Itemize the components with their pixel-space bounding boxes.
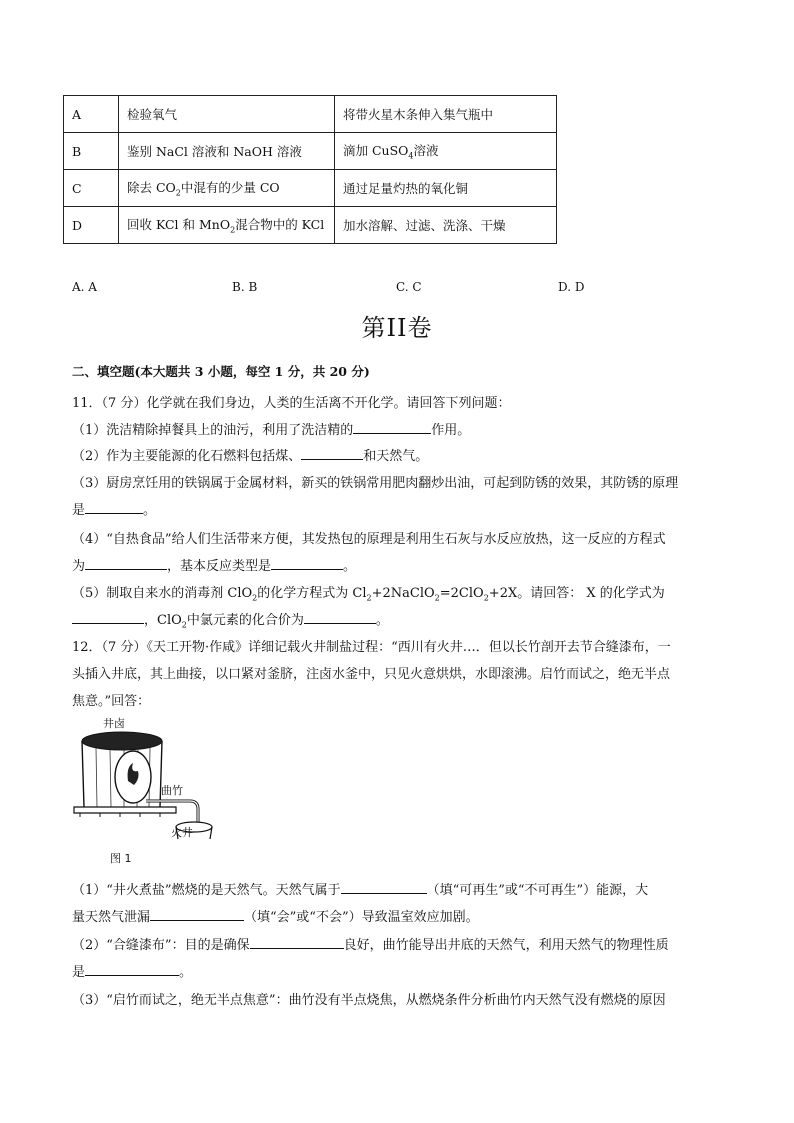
q12-part1: （1）“井火煮盐”燃烧的是天然气。天然气属于 （填“可再生”或“不可再生”）能源，大 — [72, 883, 649, 898]
row-letter: B — [64, 133, 119, 170]
row-method: 滴加 CuSO$_4$溶液 — [335, 133, 557, 170]
fire-well-figure — [70, 715, 230, 865]
q12-intro-line2: 头插入井底，其上曲接，以口紧对釜脐，注卤水釜中，只见火意烘烘，水即滚沸。启竹而试之，绝无半点 — [72, 667, 671, 682]
answer-blank[interactable] — [72, 611, 144, 624]
row-purpose: 除去 $CO_2$中混有的少量 CO — [119, 170, 335, 207]
q12-part2: （2）“合缝漆布”：目的是确保 良好，曲竹能导出井底的天然气，利用天然气的物理性质 — [72, 938, 669, 953]
answer-blank[interactable] — [301, 447, 363, 460]
table-row — [64, 133, 557, 170]
choice-c[interactable]: C. C — [396, 280, 422, 294]
q11-part4-cont: 为 ，基本反应类型是 。 — [72, 559, 357, 574]
options-table — [63, 95, 557, 244]
row-letter: D — [64, 207, 119, 244]
q12-part3: （3）“启竹而试之，绝无半点焦意”：曲竹没有半点烧焦，从燃烧条件分析曲竹内天然气没有燃烧的原因 — [72, 993, 666, 1008]
q12-part2-cont: 是 。 — [72, 965, 193, 980]
row-purpose: 回收 KCl 和 MnO$_2$混合物中的 KCl — [119, 207, 335, 244]
row-purpose: 鉴别 NaCl 溶液和 NaOH 溶液 — [119, 133, 335, 170]
q11-part2: （2）作为主要能源的化石燃料包括煤、 和天然气。 — [72, 449, 429, 464]
figure-label-fire-well: 火井 — [171, 826, 193, 839]
table-row — [64, 170, 557, 207]
row-method: 通过足量灼热的氧化铜 — [335, 170, 557, 207]
answer-blank[interactable] — [341, 881, 427, 894]
q12-intro-line3: 焦意。”回答： — [72, 694, 151, 709]
answer-blank[interactable] — [150, 908, 244, 921]
fire-well-illustration — [70, 715, 230, 865]
q11-part3-cont: 是 。 — [72, 503, 157, 518]
q11-part3: （3）厨房烹饪用的铁锅属于金属材料，新买的铁锅常用肥肉翻炒出油，可起到防锈的效果，其防锈的原理 — [72, 476, 679, 491]
row-letter: C — [64, 170, 119, 207]
answer-blank[interactable] — [271, 557, 343, 570]
q11-intro: 11．（7 分）化学就在我们身边，人类的生活离不开化学。请回答下列问题： — [72, 396, 511, 411]
row-purpose: 检验氧气 — [119, 96, 335, 133]
q11-part1: （1）洗洁精除掉餐具上的油污，利用了洗洁精的 作用。 — [72, 423, 471, 438]
row-method: 将带火星木条伸入集气瓶中 — [335, 96, 557, 133]
choice-a[interactable]: A. A — [72, 280, 97, 294]
row-method: 加水溶解、过滤、洗涤、干燥 — [335, 207, 557, 244]
q11-part5: （5）制取自来水的消毒剂 ClO$_2$的化学方程式为 $Cl_2+2NaClO_2=2ClO_2+2X$。请回答： X 的化学式为 — [72, 586, 665, 603]
q12-part1-cont: 量天然气泄漏 （填“会”或“不会”）导致温室效应加剧。 — [72, 910, 479, 925]
section-heading: 二、填空题(本大题共 3 小题，每空 1 分，共 20 分) — [72, 364, 370, 379]
answer-blank[interactable] — [304, 611, 376, 624]
table-row — [64, 96, 557, 133]
answer-blank[interactable] — [250, 936, 344, 949]
choice-d[interactable]: D. D — [558, 280, 585, 294]
q11-part4: （4）“自热食品”给人们生活带来方便，其发热包的原理是利用生石灰与水反应放热，这一反应的方程式 — [72, 532, 666, 547]
answer-blank[interactable] — [85, 963, 179, 976]
volume-title: 第II卷 — [361, 314, 433, 342]
figure-caption: 图 1 — [110, 852, 132, 865]
answer-blank[interactable] — [85, 501, 143, 514]
answer-blank[interactable] — [85, 557, 167, 570]
figure-label-bamboo: 曲竹 — [161, 784, 183, 797]
answer-blank[interactable] — [353, 421, 431, 434]
figure-label-brine-well: 井卤 — [103, 717, 125, 730]
choice-b[interactable]: B. B — [232, 280, 258, 294]
q12-intro-line1: 12．（7 分）《天工开物·作咸》详细记载火井制盐过程：“西川有火井…．但以长竹剖开去节合缝漆布，一 — [72, 640, 671, 655]
q11-part5-cont: ，ClO$_2$中氯元素的化合价为 。 — [72, 609, 732, 630]
row-letter: A — [64, 96, 119, 133]
table-row — [64, 207, 557, 244]
